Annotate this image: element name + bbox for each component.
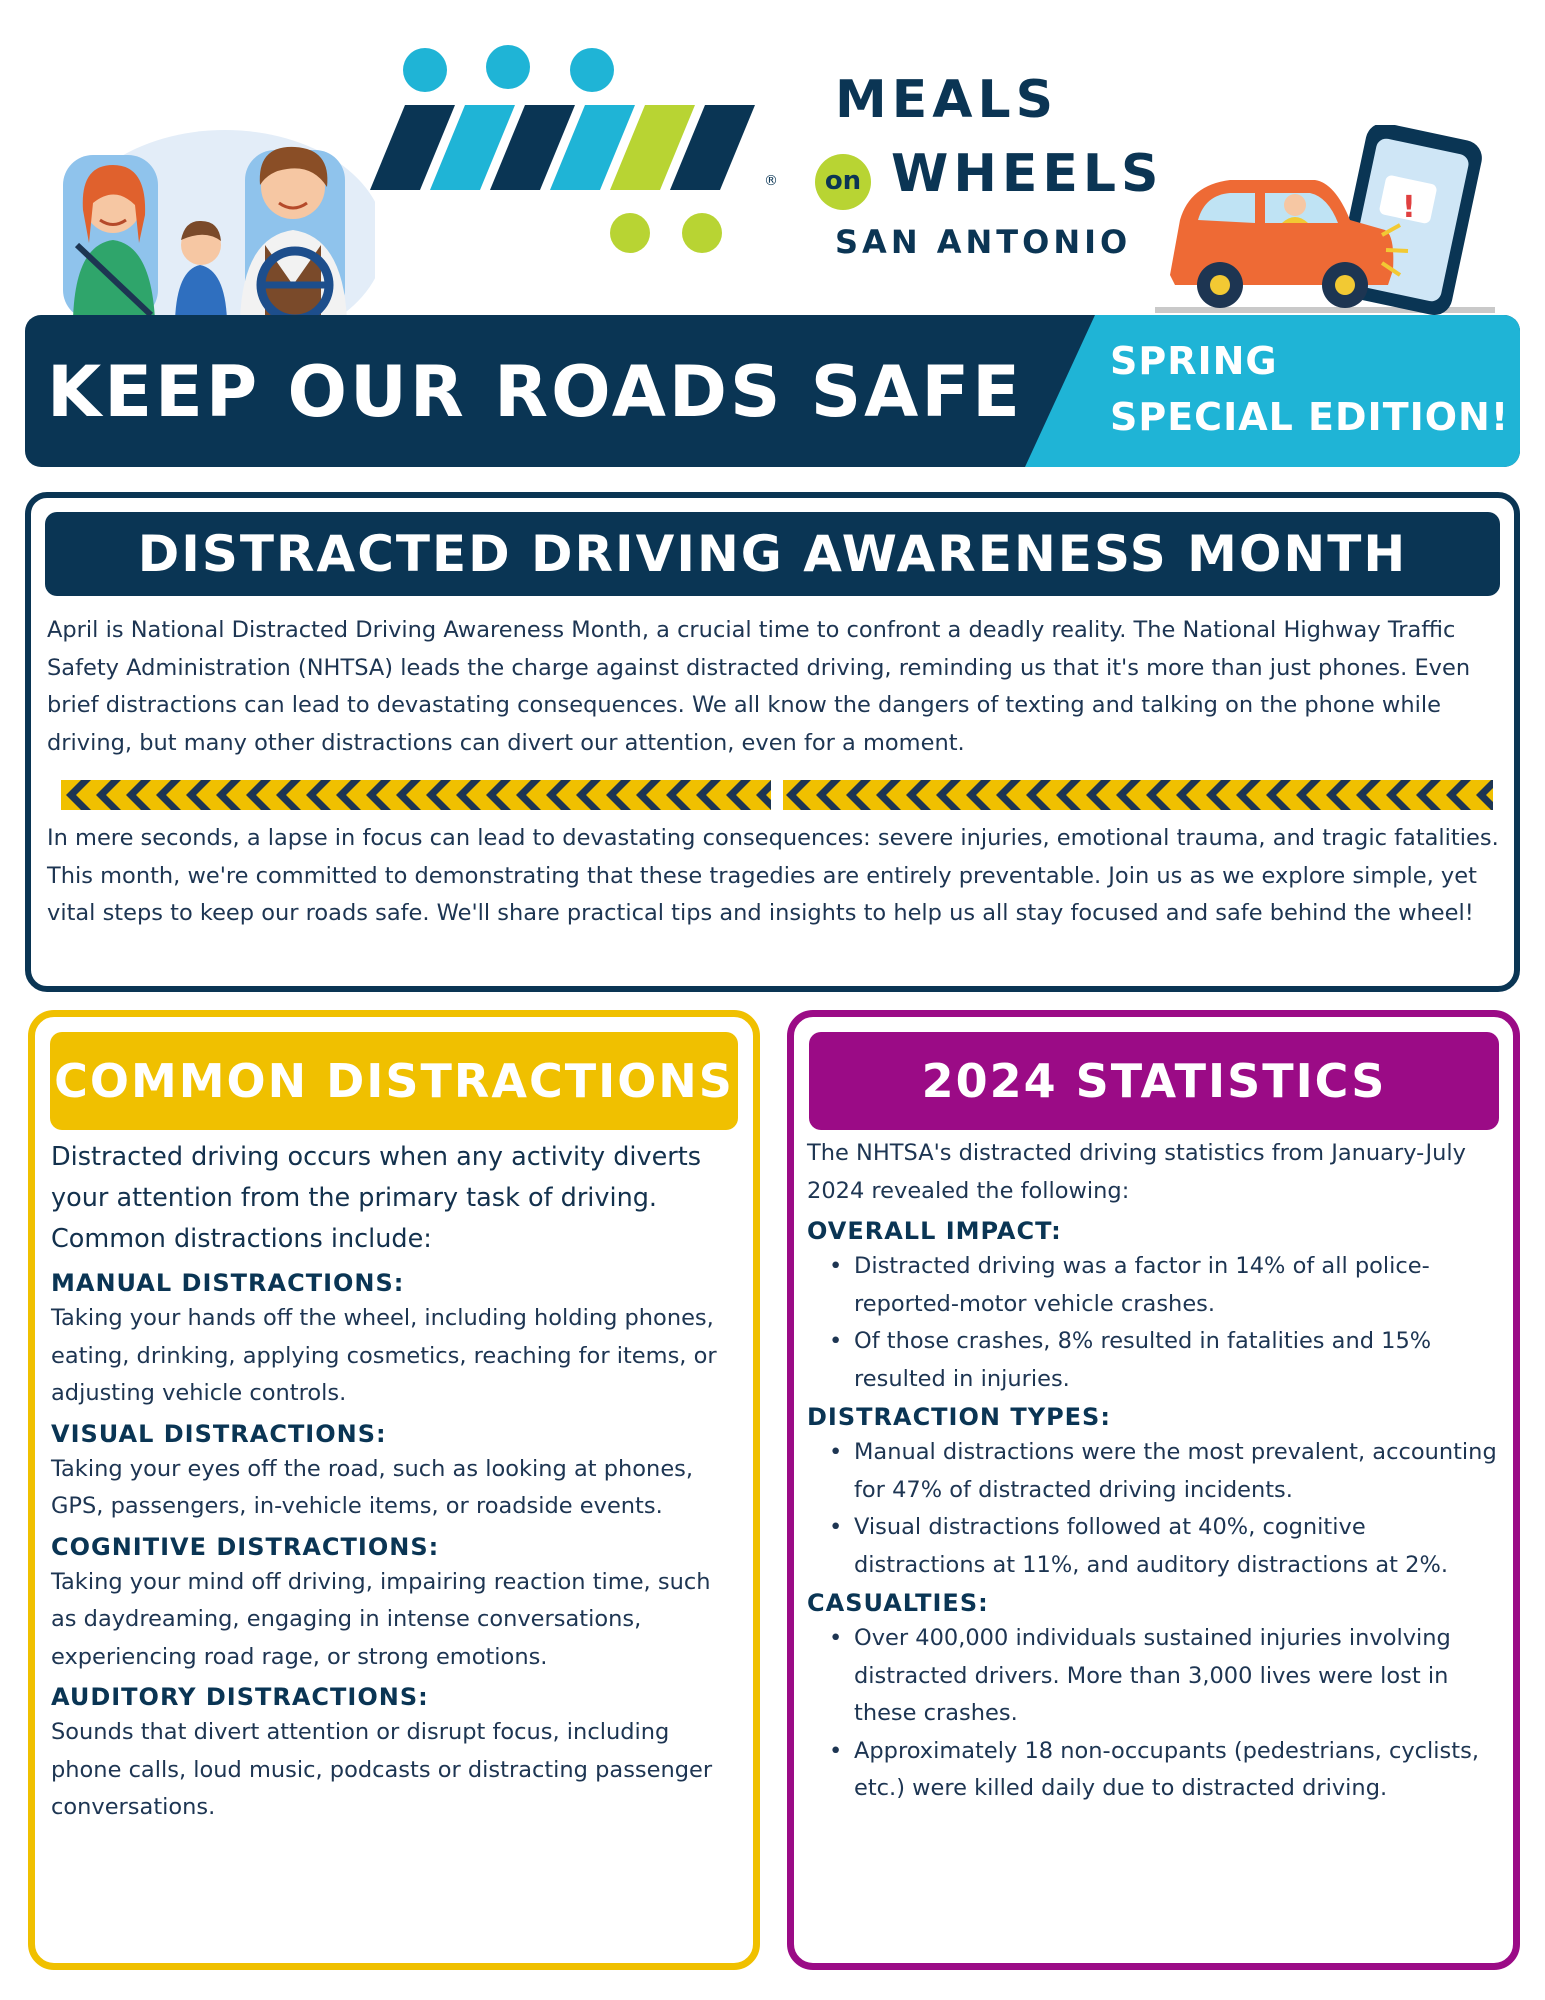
- visual-distractions-title: VISUAL DISTRACTIONS:: [51, 1419, 387, 1448]
- auditory-distractions-title: AUDITORY DISTRACTIONS:: [51, 1683, 429, 1711]
- distractions-intro: Distracted driving occurs when any activity diverts your attention from the primary task of driving. Common distractions include:: [51, 1142, 702, 1254]
- manual-distractions-title: MANUAL DISTRACTIONS:: [51, 1269, 405, 1297]
- brand-location-text: SAN ANTONIO: [835, 223, 1132, 261]
- distractions-heading: COMMON DISTRACTIONS: [50, 1032, 738, 1130]
- manual-distractions-text: Taking your hands off the wheel, including holding phones, eating, drinking, applying cosmetics, reaching for items, or adjusting vehicle controls.: [51, 1305, 717, 1406]
- edition-label-line1: SPRING: [1110, 339, 1278, 383]
- distraction-types-list: [807, 1434, 1499, 1584]
- list-item: • Approximately 18 non-occupants (pedestrians, cyclists, etc.) were killed daily due to distracted driving.: [807, 1733, 1499, 1808]
- awareness-paragraph-2: In mere seconds, a lapse in focus can lead to devastating consequences: severe injuries, emotional trauma, and tragic fatalities. This month, we're committed to demonstrating that these tragedies are entirely preventable. Join us as we explore simple, yet vital steps to keep our roads safe. We'll share practical tips and insights to help us all stay focused and safe behind the wheel!: [47, 825, 1499, 926]
- cognitive-distractions-text: Taking your mind off driving, impairing reaction time, such as daydreaming, engaging in intense conversations, experiencing road rage, or strong emotions.: [51, 1568, 711, 1670]
- awareness-heading: DISTRACTED DRIVING AWARENESS MONTH: [45, 512, 1500, 596]
- awareness-section: [25, 492, 1520, 992]
- header: [0, 0, 1545, 320]
- cognitive-distractions-title: COGNITIVE DISTRACTIONS:: [51, 1532, 440, 1561]
- casualties-title: CASUALTIES:: [807, 1589, 989, 1617]
- overall-impact-title: OVERALL IMPACT:: [807, 1217, 1062, 1245]
- brand-meals-text: MEALS: [835, 70, 1059, 130]
- title-banner: [25, 315, 1520, 467]
- brand-wheels-text: WHEELS: [891, 144, 1164, 204]
- visual-distractions-text: Taking your eyes off the road, such as looking at phones, GPS, passengers, in-vehicle items, or roadside events.: [51, 1455, 694, 1519]
- overall-impact-list: [807, 1248, 1499, 1398]
- page-title: KEEP OUR ROADS SAFE: [47, 351, 1023, 433]
- statistics-content: [807, 1135, 1499, 1810]
- awareness-paragraph-1: April is National Distracted Driving Awareness Month, a crucial time to confront a deadly reality. The National Highway Traffic Safety Administration (NHTSA) leads the charge against distracted driving, reminding us that it's more than just phones. Even brief distractions can lead to devastating consequences. We all know the dangers of texting and talking on the phone while driving, but many other distractions can divert our attention, even for a moment.: [47, 617, 1471, 756]
- statistics-heading: 2024 STATISTICS: [809, 1032, 1499, 1130]
- car-crash-phone-illustration: [1150, 125, 1500, 320]
- statistics-intro: The NHTSA's distracted driving statistics from January-July 2024 revealed the following:: [807, 1140, 1466, 1204]
- family-in-car-illustration: [55, 125, 375, 320]
- hazard-chevron-divider: [61, 780, 1493, 810]
- auditory-distractions-text: Sounds that divert attention or disrupt focus, including phone calls, loud music, podcasts or distracting passenger conversations.: [51, 1719, 713, 1820]
- svg-text:®: ®: [764, 173, 778, 189]
- svg-text:!: !: [1402, 190, 1416, 225]
- distractions-content: [51, 1137, 741, 1831]
- casualties-list: [807, 1620, 1499, 1808]
- common-distractions-section: [28, 1010, 760, 1970]
- list-item: • Of those crashes, 8% resulted in fatalities and 15% resulted in injuries.: [807, 1323, 1499, 1398]
- statistics-section: [787, 1010, 1520, 1970]
- brand-wordmark: [815, 70, 1195, 270]
- list-item: • Manual distractions were the most prevalent, accounting for 47% of distracted driving incidents.: [807, 1434, 1499, 1509]
- meals-on-wheels-logo-icon: [360, 45, 790, 255]
- distraction-types-title: DISTRACTION TYPES:: [807, 1403, 1111, 1431]
- brand-on-badge: on: [815, 154, 871, 210]
- edition-label-line2: SPECIAL EDITION!: [1110, 395, 1510, 439]
- list-item: • Over 400,000 individuals sustained injuries involving distracted drivers. More than 3,000 lives were lost in these crashes.: [807, 1620, 1499, 1733]
- list-item: • Visual distractions followed at 40%, cognitive distractions at 11%, and auditory distractions at 2%.: [807, 1509, 1499, 1584]
- list-item: • Distracted driving was a factor in 14% of all police-reported-motor vehicle crashes.: [807, 1248, 1499, 1323]
